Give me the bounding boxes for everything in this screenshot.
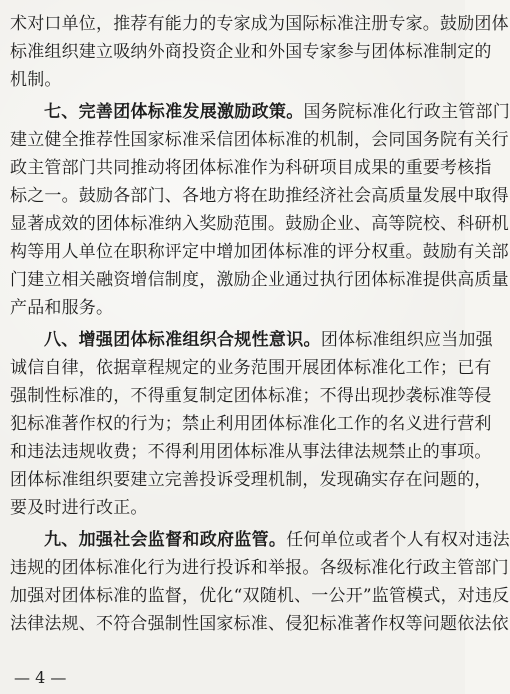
section-7-line-1-text: 国务院标准化行政主管部门 <box>303 102 510 122</box>
section-8-line-5: 和违法违规收费；不得利用团体标准从事法律法规禁止的事项。 <box>10 442 492 462</box>
section-9-line-1-text: 任何单位或者个人有权对违法 <box>286 530 510 550</box>
section-7-line-3: 政主管部门共同推动将团体标准作为科研项目成果的重要考核指 <box>10 158 492 178</box>
section-9-line-4: 法律法规、不符合强制性国家标准、侵犯标准著作权等问题依法依 <box>10 614 509 634</box>
section-7-line-5: 显著成效的团体标准纳入奖励范围。鼓励企业、高等院校、科研机 <box>10 214 509 234</box>
intro-paragraph-line-1: 术对口单位，推荐有能力的专家成为国际标准注册专家。鼓励团体 <box>10 14 509 34</box>
section-9-heading: 九、加强社会监督和政府监管。 <box>44 530 287 550</box>
section-8-line-2: 诚信自律，依据章程规定的业务范围开展团体标准化工作；已有 <box>10 358 492 378</box>
section-7-line-8: 产品和服务。 <box>10 298 114 318</box>
section-9-line-2: 违规的团体标准化行为进行投诉和举报。各级标准化行政主管部门 <box>10 558 509 578</box>
section-8-line-6: 团体标准组织要建立完善投诉受理机制，发现确实存在问题的， <box>10 470 492 490</box>
section-7-line-7: 门建立相关融资增信制度，激励企业通过执行团体标准提供高质量 <box>10 270 509 290</box>
intro-paragraph-line-2: 标准组织建立吸纳外商投资企业和外国专家参与团体标准制定的 <box>10 42 492 62</box>
section-9-line-1 <box>10 526 510 554</box>
section-8-line-1-text: 团体标准组织应当加强 <box>320 330 493 350</box>
section-8-line-7: 要及时进行改正。 <box>10 498 148 518</box>
section-8-line-4: 犯标准著作权的行为；禁止利用团体标准化工作的名义进行营利 <box>10 414 492 434</box>
section-7-line-6: 构等用人单位在职称评定中增加团体标准的评分权重。鼓励有关部 <box>10 242 509 262</box>
section-8-line-1 <box>10 326 493 354</box>
section-7-line-4: 标之一。鼓励各部门、各地方将在助推经济社会高质量发展中取得 <box>10 186 509 206</box>
intro-paragraph-line-3: 机制。 <box>10 70 62 90</box>
section-9-line-3: 加强对团体标准的监督，优化“双随机、一公开”监管模式，对违反 <box>10 586 510 606</box>
section-8-heading: 八、增强团体标准组织合规性意识。 <box>44 330 321 350</box>
document-body <box>10 10 510 638</box>
section-7-heading: 七、完善团体标准发展激励政策。 <box>44 102 304 122</box>
section-7-line-1 <box>10 98 510 126</box>
page-number: — 4 — <box>14 668 67 687</box>
section-7-line-2: 建立健全推荐性国家标准采信团体标准的机制，会同国务院有关行 <box>10 130 509 150</box>
section-8-line-3: 强制性标准的，不得重复制定团体标准；不得出现抄袭标准等侵 <box>10 386 492 406</box>
